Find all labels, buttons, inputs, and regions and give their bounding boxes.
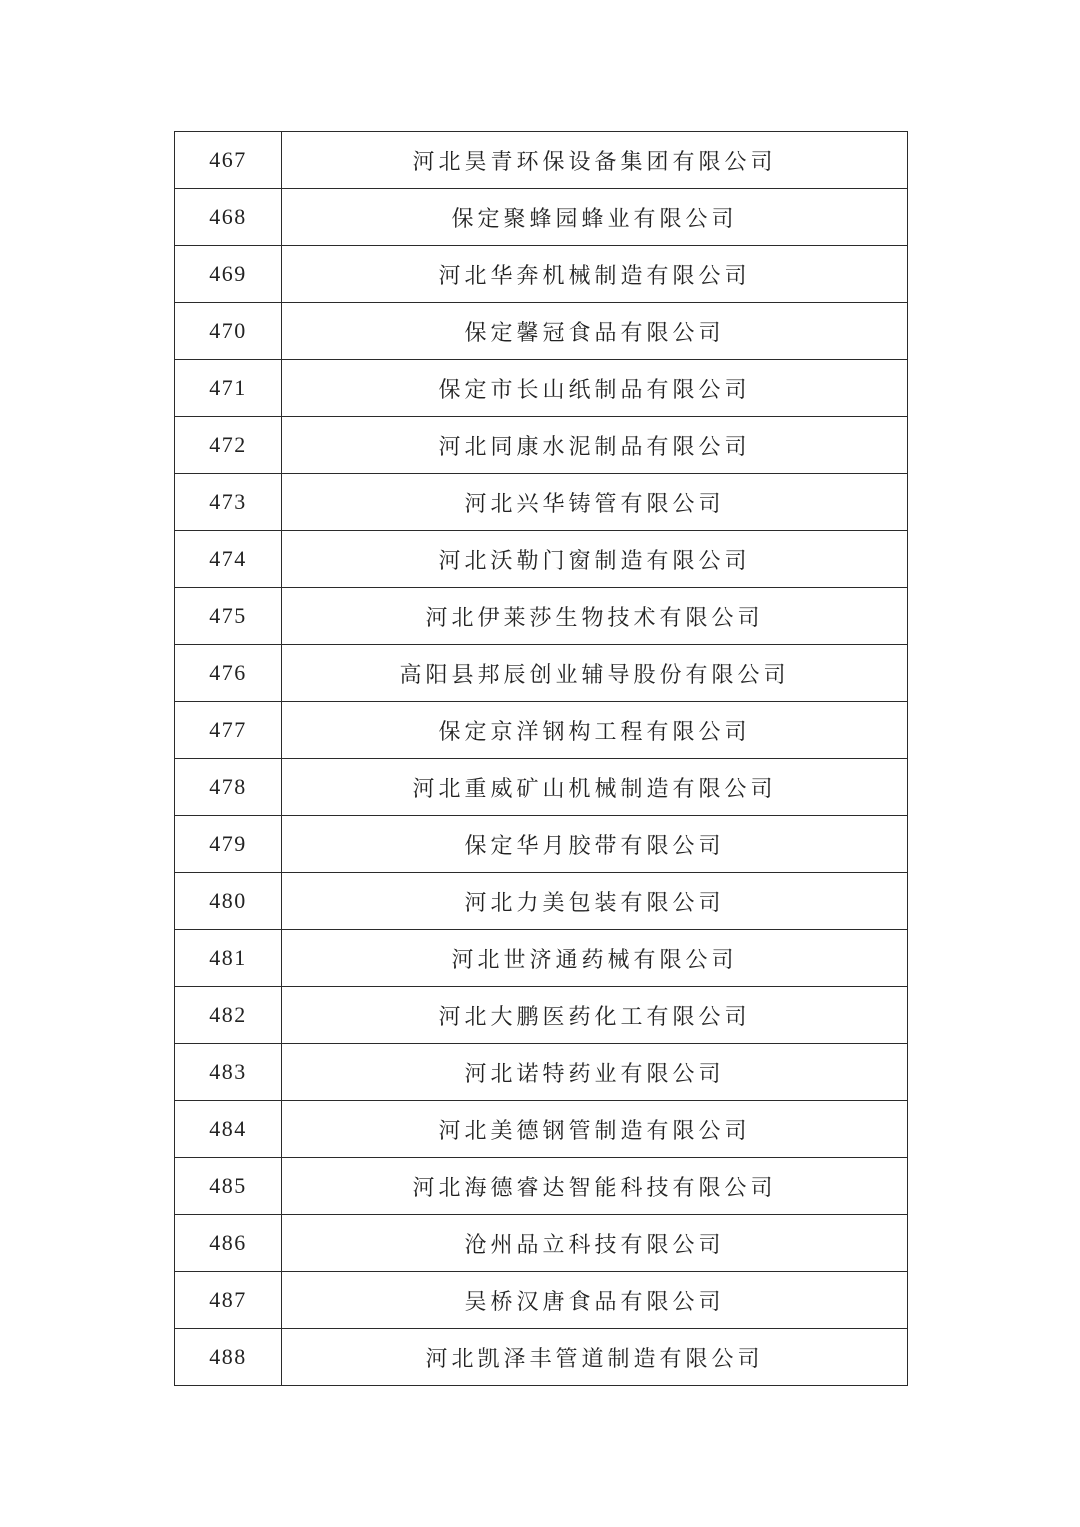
company-name-cell: 河北兴华铸管有限公司	[282, 474, 908, 531]
row-number-cell: 485	[175, 1158, 282, 1215]
company-name-cell: 河北同康水泥制品有限公司	[282, 417, 908, 474]
row-number-cell: 477	[175, 702, 282, 759]
row-number-cell: 488	[175, 1329, 282, 1386]
table-row	[175, 1272, 908, 1329]
company-name-cell: 河北世济通药械有限公司	[282, 930, 908, 987]
row-number-cell: 472	[175, 417, 282, 474]
table-row	[175, 189, 908, 246]
table-row	[175, 531, 908, 588]
company-name-cell: 河北华奔机械制造有限公司	[282, 246, 908, 303]
company-name-cell: 高阳县邦辰创业辅导股份有限公司	[282, 645, 908, 702]
table-row	[175, 474, 908, 531]
company-name-cell: 河北凯泽丰管道制造有限公司	[282, 1329, 908, 1386]
company-name-cell: 吴桥汉唐食品有限公司	[282, 1272, 908, 1329]
table-row	[175, 360, 908, 417]
row-number-cell: 478	[175, 759, 282, 816]
row-number-cell: 481	[175, 930, 282, 987]
table-row	[175, 1158, 908, 1215]
table-row	[175, 816, 908, 873]
company-name-cell: 河北诺特药业有限公司	[282, 1044, 908, 1101]
table-row	[175, 702, 908, 759]
table-row	[175, 1215, 908, 1272]
company-name-cell: 河北美德钢管制造有限公司	[282, 1101, 908, 1158]
row-number-cell: 473	[175, 474, 282, 531]
table-row	[175, 645, 908, 702]
table-row	[175, 1044, 908, 1101]
company-name-cell: 保定京洋钢构工程有限公司	[282, 702, 908, 759]
company-list-table	[174, 131, 908, 1386]
company-name-cell: 保定馨冠食品有限公司	[282, 303, 908, 360]
row-number-cell: 467	[175, 132, 282, 189]
row-number-cell: 487	[175, 1272, 282, 1329]
company-name-cell: 河北海德睿达智能科技有限公司	[282, 1158, 908, 1215]
company-name-cell: 河北大鹏医药化工有限公司	[282, 987, 908, 1044]
row-number-cell: 482	[175, 987, 282, 1044]
company-name-cell: 保定市长山纸制品有限公司	[282, 360, 908, 417]
row-number-cell: 474	[175, 531, 282, 588]
table-row	[175, 132, 908, 189]
company-name-cell: 保定聚蜂园蜂业有限公司	[282, 189, 908, 246]
row-number-cell: 471	[175, 360, 282, 417]
row-number-cell: 469	[175, 246, 282, 303]
table-row	[175, 303, 908, 360]
table-row	[175, 588, 908, 645]
table-row	[175, 759, 908, 816]
company-name-cell: 河北昊青环保设备集团有限公司	[282, 132, 908, 189]
row-number-cell: 468	[175, 189, 282, 246]
company-list-body	[175, 132, 908, 1386]
table-row	[175, 246, 908, 303]
table-row	[175, 1101, 908, 1158]
row-number-cell: 480	[175, 873, 282, 930]
row-number-cell: 476	[175, 645, 282, 702]
table-row	[175, 1329, 908, 1386]
row-number-cell: 470	[175, 303, 282, 360]
company-name-cell: 河北伊莱莎生物技术有限公司	[282, 588, 908, 645]
row-number-cell: 483	[175, 1044, 282, 1101]
row-number-cell: 475	[175, 588, 282, 645]
table-row	[175, 417, 908, 474]
company-name-cell: 沧州品立科技有限公司	[282, 1215, 908, 1272]
company-name-cell: 保定华月胶带有限公司	[282, 816, 908, 873]
row-number-cell: 486	[175, 1215, 282, 1272]
company-name-cell: 河北重威矿山机械制造有限公司	[282, 759, 908, 816]
row-number-cell: 479	[175, 816, 282, 873]
company-name-cell: 河北沃勒门窗制造有限公司	[282, 531, 908, 588]
row-number-cell: 484	[175, 1101, 282, 1158]
company-name-cell: 河北力美包装有限公司	[282, 873, 908, 930]
table-row	[175, 987, 908, 1044]
table-row	[175, 873, 908, 930]
table-row	[175, 930, 908, 987]
